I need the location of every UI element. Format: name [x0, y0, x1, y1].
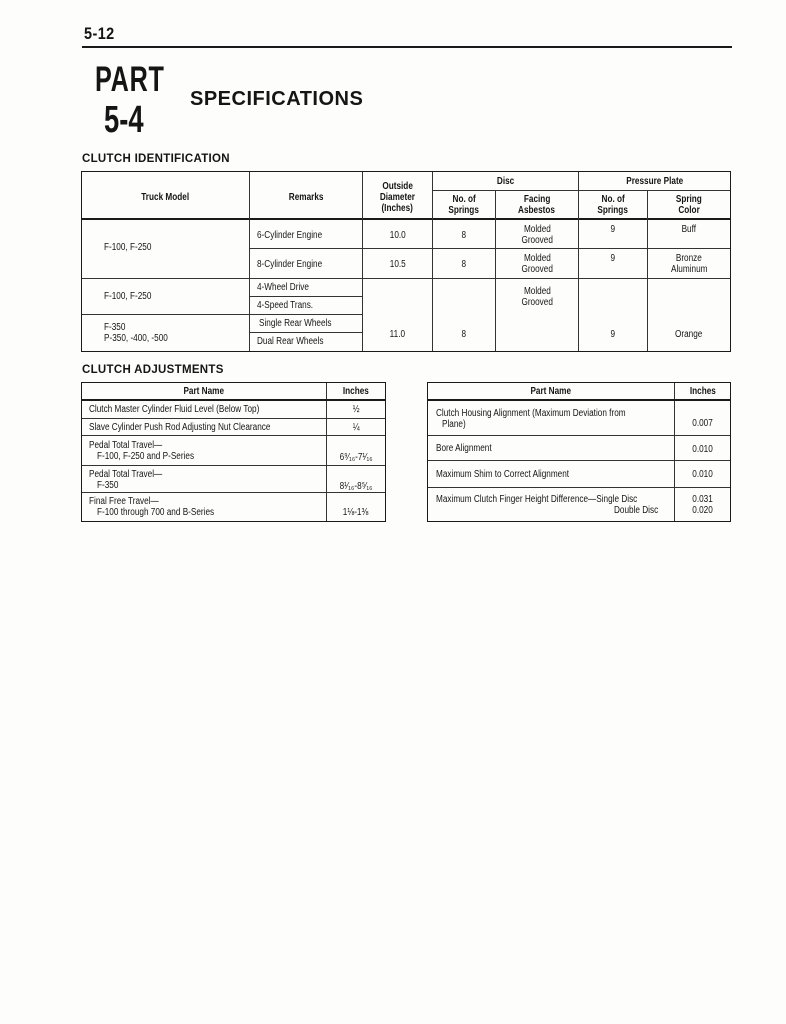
row-rule	[428, 460, 730, 461]
spring-color-cell: Bronze Aluminum	[670, 253, 708, 275]
adjustments-table-left	[81, 382, 386, 522]
row-rule	[250, 332, 362, 333]
inches-cell: 1⅛-1⅜	[343, 507, 369, 518]
header-facing: Facing Asbestos	[518, 194, 556, 216]
row-rule	[82, 465, 385, 466]
truck-model-cell: F-100, F-250	[104, 242, 152, 253]
pressure-springs-cell: 9	[610, 224, 616, 235]
row-rule	[82, 418, 385, 419]
part-name-cell: F-350	[97, 480, 119, 491]
part-name-cell: Final Free Travel—	[89, 496, 159, 507]
pressure-springs-cell: 9	[610, 253, 616, 264]
remarks-cell: Single Rear Wheels	[259, 318, 332, 329]
part-label: PART	[95, 60, 165, 99]
inches-cell: 0.020	[692, 505, 713, 516]
row-rule	[82, 314, 362, 315]
inches-cell: 8¹⁄₁₆-8⁵⁄₁₆	[339, 481, 373, 492]
facing-cell: Molded Grooved	[521, 253, 553, 275]
part-name-cell: Clutch Master Cylinder Fluid Level (Below Top)	[89, 404, 260, 415]
facing-cell: Molded Grooved	[521, 224, 553, 246]
remarks-cell: 4-Speed Trans.	[257, 300, 314, 311]
header-part-name: Part Name	[530, 386, 572, 397]
section-title-identification: CLUTCH IDENTIFICATION	[82, 153, 230, 165]
identification-table	[81, 171, 731, 352]
disc-springs-cell: 8	[461, 329, 467, 340]
part-name-cell: Pedal Total Travel—	[89, 469, 163, 480]
remarks-cell: 4-Wheel Drive	[257, 282, 309, 293]
part-number: 5-4	[104, 99, 144, 141]
section-title-adjustments: CLUTCH ADJUSTMENTS	[82, 364, 224, 376]
row-rule	[82, 278, 730, 279]
header-rule	[82, 399, 385, 401]
header-rule	[82, 218, 730, 220]
part-name-cell: Maximum Shim to Correct Alignment	[436, 469, 570, 480]
part-name-cell: Slave Cylinder Push Rod Adjusting Nut Clearance	[89, 422, 271, 433]
header-disc: Disc	[496, 176, 515, 187]
inches-cell: 0.007	[692, 418, 713, 429]
header-part-name: Part Name	[183, 386, 225, 397]
part-name-cell: Maximum Clutch Finger Height Difference—Single Disc	[436, 494, 638, 505]
header-spring-color: Spring Color	[676, 194, 702, 216]
part-name-cell: Clutch Housing Alignment (Maximum Deviation from	[436, 408, 626, 419]
adjustments-table-right	[427, 382, 731, 522]
header-remarks: Remarks	[288, 192, 324, 203]
page-number: 5-12	[84, 24, 115, 43]
header-outside-diameter: Outside Diameter (Inches)	[379, 181, 416, 214]
remarks-cell: 6-Cylinder Engine	[257, 230, 323, 241]
inches-cell: 0.010	[692, 469, 713, 480]
header-inches: Inches	[689, 386, 716, 397]
disc-springs-cell: 8	[461, 230, 467, 241]
spring-color-cell: Orange	[675, 329, 703, 340]
remarks-cell: Dual Rear Wheels	[257, 336, 324, 347]
inches-cell: ½	[352, 404, 360, 415]
truck-model-cell: F-100, F-250	[104, 291, 152, 302]
part-name-cell: Double Disc	[614, 505, 659, 516]
header-rule	[428, 399, 730, 401]
diameter-cell: 10.0	[389, 230, 406, 241]
pressure-springs-cell: 9	[610, 329, 616, 340]
spring-color-cell: Buff	[681, 224, 697, 235]
row-rule	[428, 435, 730, 436]
row-rule	[250, 296, 362, 297]
part-name-cell: Pedal Total Travel—	[89, 440, 163, 451]
part-name-cell: Bore Alignment	[436, 443, 492, 454]
diameter-cell: 11.0	[389, 329, 406, 340]
truck-model-cell: P-350, -400, -500	[104, 333, 168, 344]
inches-cell: 6⁹⁄₁₆-7¹⁄₁₆	[339, 452, 373, 463]
group-header-rule	[433, 190, 730, 191]
header-pressure-springs: No. of Springs	[597, 194, 629, 216]
row-rule	[428, 487, 730, 488]
part-name-cell: Plane)	[442, 419, 466, 430]
page-title: SPECIFICATIONS	[190, 88, 364, 110]
row-rule	[250, 248, 730, 249]
diameter-cell: 10.5	[389, 259, 406, 270]
remarks-cell: 8-Cylinder Engine	[257, 259, 323, 270]
row-rule	[82, 435, 385, 436]
header-rule	[82, 46, 732, 48]
inches-cell: ¼	[352, 422, 360, 433]
disc-springs-cell: 8	[461, 259, 467, 270]
header-inches: Inches	[343, 386, 369, 397]
inches-cell: 0.031	[692, 494, 713, 505]
header-pressure-plate: Pressure Plate	[626, 176, 683, 187]
header-disc-springs: No. of Springs	[448, 194, 480, 216]
row-rule	[82, 492, 385, 493]
header-truck-model: Truck Model	[141, 192, 190, 203]
part-name-cell: F-100 through 700 and B-Series	[97, 507, 215, 518]
facing-cell: Molded Grooved	[521, 286, 553, 308]
part-name-cell: F-100, F-250 and P-Series	[97, 451, 195, 462]
truck-model-cell: F-350	[104, 322, 126, 333]
inches-cell: 0.010	[692, 444, 713, 455]
